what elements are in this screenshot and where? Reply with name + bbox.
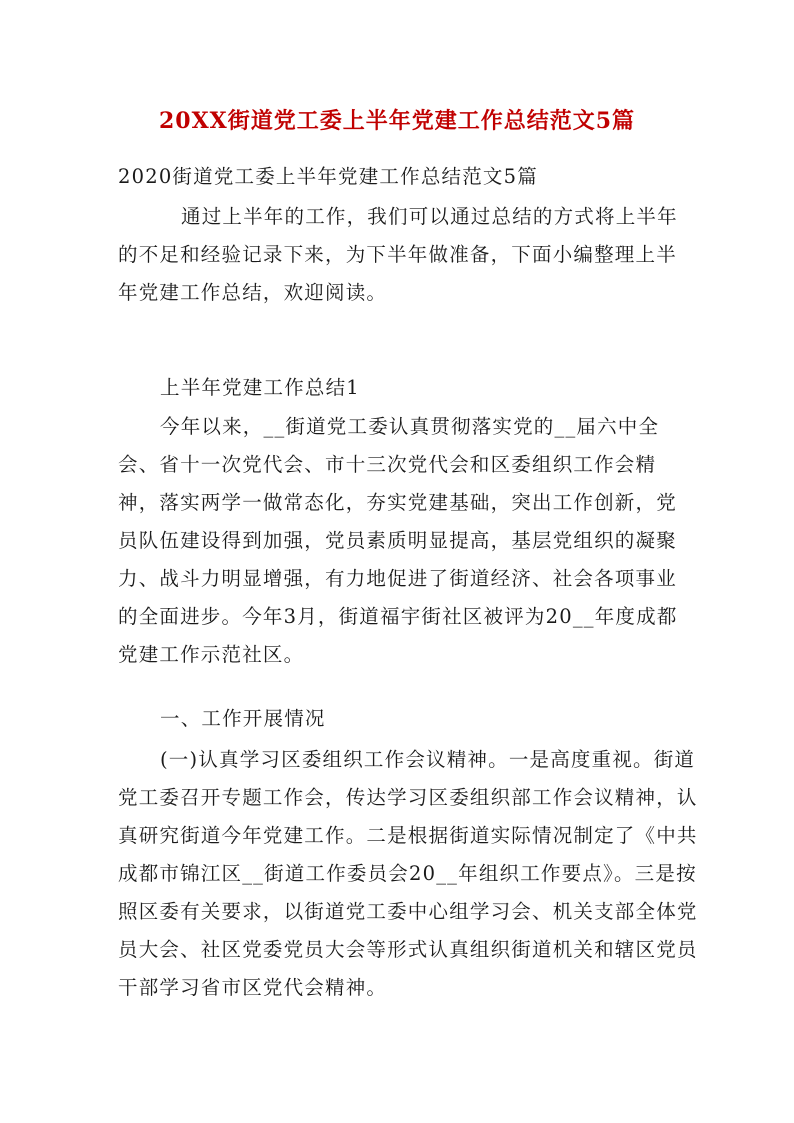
section-title: 上半年党建工作总结1 [160, 376, 360, 399]
intro-paragraph: 通过上半年的工作，我们可以通过总结的方式将上半年的不足和经验记录下来，为下半年做准备，下面小编整理上半年党建工作总结，欢迎阅读。 [118, 205, 678, 304]
heading-work-progress: 一、工作开展情况 [160, 707, 326, 730]
document-subtitle: 2020街道党工委上半年党建工作总结范文5篇 [118, 165, 538, 188]
document-title: 20XX街道党工委上半年党建工作总结范文5篇 [158, 108, 636, 134]
main-paragraph: 今年以来，__街道党工委认真贯彻落实党的__届六中全会、省十一次党代会、市十三次党代会和区委组织工作会精神，落实两学一做常态化，夯实党建基础，突出工作创新，党员队伍建设得到加强，党员素质明显提高，基层党组织的凝聚力、战斗力明显增强，有力地促进了街道经济、社会各项事业的全面进步。今年3月，街道福宇街社区被评为20__年度成都党建工作示范社区。 [118, 415, 678, 666]
sub-paragraph-study: (一)认真学习区委组织工作会议精神。一是高度重视。街道党工委召开专题工作会，传达学习区委组织部工作会议精神，认真研究街道今年党建工作。二是根据街道实际情况制定了《中共成都市锦江区__街道工作委员会20__年组织工作要点》。三是按照区委有关要求，以街道党工委中心组学习会、机关支部全体党员大会、社区党委党员大会等形式认真组织街道机关和辖区党员干部学习省市区党代会精神。 [118, 748, 698, 999]
